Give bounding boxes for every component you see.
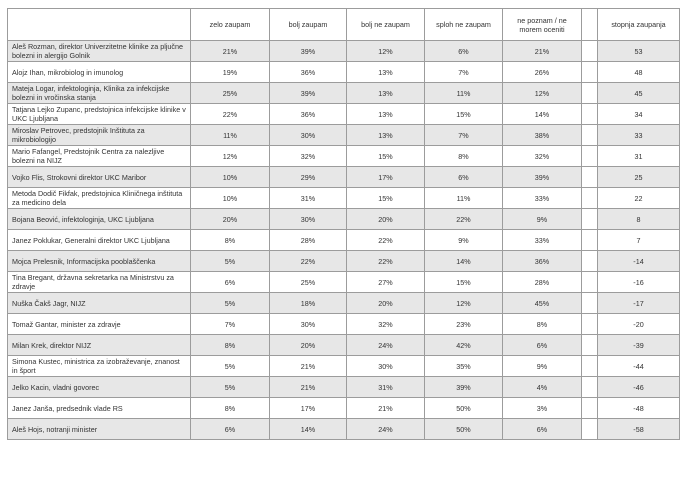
cell-bolj-zaupam: 31% xyxy=(270,188,347,209)
cell-stopnja-zaupanja: 8 xyxy=(598,209,680,230)
cell-zelo-zaupam: 7% xyxy=(191,314,270,335)
cell-ne-poznam: 21% xyxy=(503,41,582,62)
cell-name: Tomaž Gantar, minister za zdravje xyxy=(8,314,191,335)
cell-gap xyxy=(582,356,598,377)
header-stopnja-zaupanja: stopnja zaupanja xyxy=(598,9,680,41)
cell-gap xyxy=(582,419,598,440)
cell-bolj-zaupam: 21% xyxy=(270,356,347,377)
cell-gap xyxy=(582,293,598,314)
cell-bolj-zaupam: 36% xyxy=(270,62,347,83)
cell-name: Alojz Ihan, mikrobiolog in imunolog xyxy=(8,62,191,83)
cell-ne-poznam: 39% xyxy=(503,167,582,188)
cell-stopnja-zaupanja: -39 xyxy=(598,335,680,356)
cell-bolj-ne-zaupam: 31% xyxy=(347,377,425,398)
cell-bolj-zaupam: 14% xyxy=(270,419,347,440)
header-sploh-ne-zaupam: sploh ne zaupam xyxy=(425,9,503,41)
cell-bolj-zaupam: 28% xyxy=(270,230,347,251)
cell-ne-poznam: 14% xyxy=(503,104,582,125)
cell-bolj-zaupam: 20% xyxy=(270,335,347,356)
cell-bolj-zaupam: 22% xyxy=(270,251,347,272)
cell-ne-poznam: 45% xyxy=(503,293,582,314)
cell-bolj-ne-zaupam: 24% xyxy=(347,419,425,440)
cell-sploh-ne-zaupam: 23% xyxy=(425,314,503,335)
cell-zelo-zaupam: 11% xyxy=(191,125,270,146)
cell-zelo-zaupam: 19% xyxy=(191,62,270,83)
cell-zelo-zaupam: 12% xyxy=(191,146,270,167)
cell-name: Simona Kustec, ministrica za izobraževanje, znanost in šport xyxy=(8,356,191,377)
cell-zelo-zaupam: 5% xyxy=(191,251,270,272)
cell-name: Vojko Flis, Strokovni direktor UKC Maribor xyxy=(8,167,191,188)
cell-zelo-zaupam: 21% xyxy=(191,41,270,62)
trust-table xyxy=(7,8,680,440)
cell-zelo-zaupam: 20% xyxy=(191,209,270,230)
cell-stopnja-zaupanja: -58 xyxy=(598,419,680,440)
cell-gap xyxy=(582,272,598,293)
cell-ne-poznam: 33% xyxy=(503,188,582,209)
cell-name: Janez Poklukar, Generalni direktor UKC Ljubljana xyxy=(8,230,191,251)
table-row xyxy=(8,314,680,335)
header-name xyxy=(8,9,191,41)
cell-zelo-zaupam: 5% xyxy=(191,293,270,314)
table-row xyxy=(8,377,680,398)
cell-sploh-ne-zaupam: 9% xyxy=(425,230,503,251)
cell-stopnja-zaupanja: 31 xyxy=(598,146,680,167)
cell-stopnja-zaupanja: -46 xyxy=(598,377,680,398)
cell-sploh-ne-zaupam: 6% xyxy=(425,167,503,188)
cell-gap xyxy=(582,251,598,272)
cell-bolj-zaupam: 30% xyxy=(270,209,347,230)
cell-sploh-ne-zaupam: 14% xyxy=(425,251,503,272)
cell-gap xyxy=(582,83,598,104)
cell-stopnja-zaupanja: -44 xyxy=(598,356,680,377)
cell-ne-poznam: 38% xyxy=(503,125,582,146)
cell-stopnja-zaupanja: -14 xyxy=(598,251,680,272)
table-row xyxy=(8,356,680,377)
cell-bolj-ne-zaupam: 27% xyxy=(347,272,425,293)
cell-sploh-ne-zaupam: 11% xyxy=(425,83,503,104)
cell-bolj-ne-zaupam: 32% xyxy=(347,314,425,335)
cell-sploh-ne-zaupam: 11% xyxy=(425,188,503,209)
cell-name: Nuška Čakš Jagr, NIJZ xyxy=(8,293,191,314)
cell-zelo-zaupam: 8% xyxy=(191,335,270,356)
cell-sploh-ne-zaupam: 7% xyxy=(425,62,503,83)
cell-zelo-zaupam: 10% xyxy=(191,167,270,188)
cell-bolj-ne-zaupam: 21% xyxy=(347,398,425,419)
cell-ne-poznam: 9% xyxy=(503,209,582,230)
cell-ne-poznam: 12% xyxy=(503,83,582,104)
cell-zelo-zaupam: 5% xyxy=(191,356,270,377)
cell-sploh-ne-zaupam: 50% xyxy=(425,398,503,419)
cell-bolj-zaupam: 39% xyxy=(270,41,347,62)
cell-gap xyxy=(582,335,598,356)
table-row xyxy=(8,146,680,167)
cell-name: Mateja Logar, infektologinja, Klinika za infekcijske bolezni in vročinska stanja xyxy=(8,83,191,104)
cell-bolj-ne-zaupam: 20% xyxy=(347,209,425,230)
cell-sploh-ne-zaupam: 42% xyxy=(425,335,503,356)
cell-name: Janez Janša, predsednik vlade RS xyxy=(8,398,191,419)
cell-gap xyxy=(582,188,598,209)
header-row xyxy=(8,9,680,41)
cell-sploh-ne-zaupam: 8% xyxy=(425,146,503,167)
cell-gap xyxy=(582,377,598,398)
cell-bolj-ne-zaupam: 20% xyxy=(347,293,425,314)
header-zelo-zaupam: zelo zaupam xyxy=(191,9,270,41)
cell-gap xyxy=(582,398,598,419)
table-row xyxy=(8,209,680,230)
cell-name: Miroslav Petrovec, predstojnik Inštituta za mikrobiologijo xyxy=(8,125,191,146)
cell-bolj-zaupam: 18% xyxy=(270,293,347,314)
cell-zelo-zaupam: 8% xyxy=(191,230,270,251)
cell-bolj-zaupam: 36% xyxy=(270,104,347,125)
cell-bolj-zaupam: 29% xyxy=(270,167,347,188)
header-bolj-ne-zaupam: bolj ne zaupam xyxy=(347,9,425,41)
table-row xyxy=(8,41,680,62)
cell-zelo-zaupam: 10% xyxy=(191,188,270,209)
cell-name: Tina Bregant, državna sekretarka na Ministrstvu za zdravje xyxy=(8,272,191,293)
cell-stopnja-zaupanja: 7 xyxy=(598,230,680,251)
table-row xyxy=(8,230,680,251)
cell-bolj-zaupam: 21% xyxy=(270,377,347,398)
cell-gap xyxy=(582,230,598,251)
cell-sploh-ne-zaupam: 15% xyxy=(425,104,503,125)
cell-bolj-ne-zaupam: 13% xyxy=(347,104,425,125)
cell-stopnja-zaupanja: 34 xyxy=(598,104,680,125)
cell-ne-poznam: 8% xyxy=(503,314,582,335)
table-body xyxy=(8,41,680,440)
cell-bolj-ne-zaupam: 17% xyxy=(347,167,425,188)
cell-ne-poznam: 26% xyxy=(503,62,582,83)
cell-name: Metoda Dodič Fikfak, predstojnica Kliničnega inštituta za medicino dela xyxy=(8,188,191,209)
cell-bolj-zaupam: 17% xyxy=(270,398,347,419)
cell-sploh-ne-zaupam: 6% xyxy=(425,41,503,62)
cell-bolj-zaupam: 32% xyxy=(270,146,347,167)
cell-gap xyxy=(582,209,598,230)
cell-gap xyxy=(582,146,598,167)
table-row xyxy=(8,293,680,314)
cell-bolj-zaupam: 30% xyxy=(270,125,347,146)
cell-bolj-ne-zaupam: 13% xyxy=(347,62,425,83)
cell-bolj-ne-zaupam: 15% xyxy=(347,146,425,167)
cell-zelo-zaupam: 5% xyxy=(191,377,270,398)
cell-ne-poznam: 6% xyxy=(503,335,582,356)
cell-bolj-zaupam: 30% xyxy=(270,314,347,335)
cell-sploh-ne-zaupam: 7% xyxy=(425,125,503,146)
table-row xyxy=(8,62,680,83)
cell-ne-poznam: 6% xyxy=(503,419,582,440)
cell-bolj-ne-zaupam: 22% xyxy=(347,251,425,272)
table-row xyxy=(8,104,680,125)
cell-sploh-ne-zaupam: 15% xyxy=(425,272,503,293)
cell-gap xyxy=(582,167,598,188)
table-row xyxy=(8,251,680,272)
cell-zelo-zaupam: 25% xyxy=(191,83,270,104)
cell-ne-poznam: 9% xyxy=(503,356,582,377)
cell-stopnja-zaupanja: -20 xyxy=(598,314,680,335)
table-row xyxy=(8,272,680,293)
cell-name: Aleš Rozman, direktor Univerzitetne klinike za pljučne bolezni in alergijo Golnik xyxy=(8,41,191,62)
table-row xyxy=(8,419,680,440)
cell-stopnja-zaupanja: 53 xyxy=(598,41,680,62)
cell-bolj-zaupam: 25% xyxy=(270,272,347,293)
cell-bolj-ne-zaupam: 22% xyxy=(347,230,425,251)
cell-name: Mario Fafangel, Predstojnik Centra za nalezljive bolezni na NIJZ xyxy=(8,146,191,167)
cell-zelo-zaupam: 8% xyxy=(191,398,270,419)
cell-stopnja-zaupanja: -16 xyxy=(598,272,680,293)
cell-name: Jelko Kacin, vladni govorec xyxy=(8,377,191,398)
cell-gap xyxy=(582,314,598,335)
cell-name: Mojca Prelesnik, Informacijska pooblaščenka xyxy=(8,251,191,272)
table-row xyxy=(8,125,680,146)
cell-sploh-ne-zaupam: 35% xyxy=(425,356,503,377)
cell-sploh-ne-zaupam: 50% xyxy=(425,419,503,440)
cell-name: Milan Krek, direktor NIJZ xyxy=(8,335,191,356)
header-ne-poznam: ne poznam / ne morem oceniti xyxy=(503,9,582,41)
cell-gap xyxy=(582,125,598,146)
cell-bolj-zaupam: 39% xyxy=(270,83,347,104)
cell-gap xyxy=(582,62,598,83)
cell-bolj-ne-zaupam: 24% xyxy=(347,335,425,356)
cell-ne-poznam: 33% xyxy=(503,230,582,251)
cell-stopnja-zaupanja: 25 xyxy=(598,167,680,188)
table-row xyxy=(8,188,680,209)
cell-name: Tatjana Lejko Zupanc, predstojnica infekcijske klinike v UKC Ljubljana xyxy=(8,104,191,125)
header-gap xyxy=(582,9,598,41)
trust-table-container xyxy=(7,8,679,440)
cell-sploh-ne-zaupam: 39% xyxy=(425,377,503,398)
cell-zelo-zaupam: 6% xyxy=(191,419,270,440)
cell-sploh-ne-zaupam: 22% xyxy=(425,209,503,230)
cell-stopnja-zaupanja: -48 xyxy=(598,398,680,419)
table-row xyxy=(8,167,680,188)
cell-bolj-ne-zaupam: 15% xyxy=(347,188,425,209)
table-row xyxy=(8,335,680,356)
cell-stopnja-zaupanja: 22 xyxy=(598,188,680,209)
cell-bolj-ne-zaupam: 30% xyxy=(347,356,425,377)
cell-sploh-ne-zaupam: 12% xyxy=(425,293,503,314)
cell-stopnja-zaupanja: 45 xyxy=(598,83,680,104)
header-bolj-zaupam: bolj zaupam xyxy=(270,9,347,41)
table-row xyxy=(8,83,680,104)
cell-stopnja-zaupanja: 48 xyxy=(598,62,680,83)
cell-ne-poznam: 28% xyxy=(503,272,582,293)
cell-zelo-zaupam: 22% xyxy=(191,104,270,125)
cell-bolj-ne-zaupam: 12% xyxy=(347,41,425,62)
cell-zelo-zaupam: 6% xyxy=(191,272,270,293)
cell-ne-poznam: 4% xyxy=(503,377,582,398)
cell-name: Aleš Hojs, notranji minister xyxy=(8,419,191,440)
cell-bolj-ne-zaupam: 13% xyxy=(347,83,425,104)
cell-stopnja-zaupanja: -17 xyxy=(598,293,680,314)
cell-bolj-ne-zaupam: 13% xyxy=(347,125,425,146)
cell-ne-poznam: 3% xyxy=(503,398,582,419)
cell-gap xyxy=(582,104,598,125)
cell-ne-poznam: 32% xyxy=(503,146,582,167)
cell-ne-poznam: 36% xyxy=(503,251,582,272)
cell-gap xyxy=(582,41,598,62)
table-row xyxy=(8,398,680,419)
cell-name: Bojana Beović, infektologinja, UKC Ljubljana xyxy=(8,209,191,230)
cell-stopnja-zaupanja: 33 xyxy=(598,125,680,146)
